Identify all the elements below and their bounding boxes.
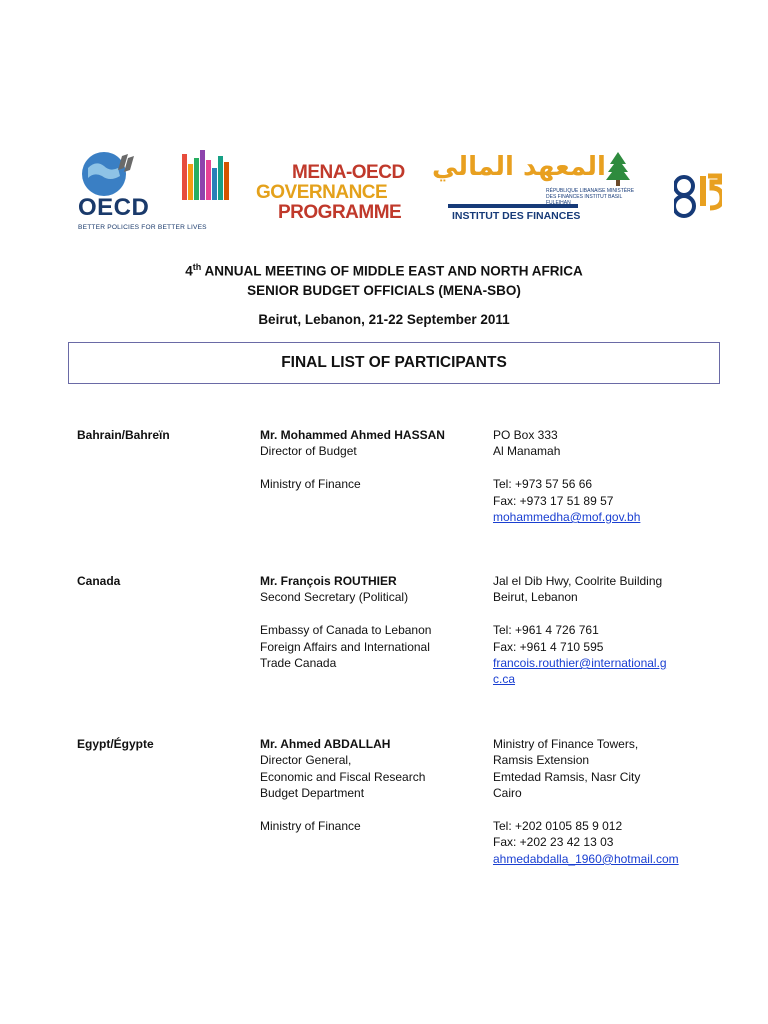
phone-number: Tel: +973 57 56 66 (493, 477, 593, 492)
fax-number: Fax: +973 17 51 89 57 (493, 493, 614, 508)
participant-position: Director of Budget (260, 444, 357, 459)
oecd-fifty-mark (174, 154, 216, 197)
fax-number: Fax: +202 23 42 13 03 (493, 835, 614, 850)
participant-name: Mr. Ahmed ABDALLAH (260, 737, 391, 751)
participant-country: Bahrain/Bahreïn (77, 428, 170, 442)
address-line: Emtedad Ramsis, Nasr City (493, 769, 641, 784)
participant-contact (493, 573, 708, 688)
address-line: Al Manamah (493, 444, 561, 459)
phone-number: Tel: +961 4 726 761 (493, 623, 599, 638)
mena-logo-line2: GOVERNANCE (256, 182, 388, 203)
address-line: Jal el Dib Hwy, Coolrite Building (493, 574, 663, 588)
address-line: Cairo (493, 786, 522, 801)
iof-french-wordmark: INSTITUT DES FINANCES (452, 210, 581, 222)
iof-ministry-text: RÉPUBLIQUE LIBANAISE MINISTÈRE DES FINANCES INSTITUT BASIL FULEIHAN (546, 188, 635, 206)
address-line: Ministry of Finance Towers, (493, 737, 639, 751)
participant-position: Second Secretary (Political) (260, 590, 409, 605)
anniversary-15-logo (674, 170, 722, 222)
address-line: Ramsis Extension (493, 753, 590, 768)
fax-number: Fax: +961 4 710 595 (493, 639, 604, 654)
participant-position: Economic and Fiscal Research (260, 769, 426, 784)
participant-contact (493, 736, 708, 867)
phone-number: Tel: +202 0105 85 9 012 (493, 819, 623, 834)
institut-des-finances-logo (428, 148, 648, 230)
heading-ordinal: 4 (185, 263, 193, 279)
mena-logo-line3: PROGRAMME (278, 202, 402, 223)
logo-band (78, 148, 728, 236)
iof-arabic-wordmark: المعهد المالي (432, 152, 606, 182)
participant-contact (493, 427, 708, 525)
participant-organization: Ministry of Finance (260, 819, 361, 834)
address-line: PO Box 333 (493, 428, 558, 442)
heading-ordinal-suffix: th (192, 262, 202, 272)
participant-details (260, 573, 485, 671)
heading-line1-text: ANNUAL MEETING OF MIDDLE EAST AND NORTH AFRICA (201, 263, 583, 279)
anniversary-emblem-icon (674, 170, 722, 222)
participant-organization: Ministry of Finance (260, 477, 361, 492)
anniversary-number (674, 170, 675, 171)
email-link[interactable]: francois.routhier@international.g (493, 656, 667, 671)
participant-position: Budget Department (260, 786, 365, 801)
participant-name: Mr. François ROUTHIER (260, 574, 397, 588)
meeting-heading (0, 258, 768, 300)
email-link[interactable]: ahmedabdalla_1960@hotmail.com (493, 851, 679, 866)
meeting-date: Beirut, Lebanon, 21-22 September 2011 (258, 312, 510, 327)
participant-organization: Embassy of Canada to Lebanon (260, 623, 432, 638)
document-title: FINAL LIST OF PARTICIPANTS (68, 342, 720, 384)
oecd-tagline: BETTER POLICIES FOR BETTER LIVES (78, 224, 207, 231)
participant-position: Director General, (260, 753, 352, 768)
participant-organization: Trade Canada (260, 656, 337, 671)
participant-country: Canada (77, 574, 121, 588)
participant-details (260, 427, 485, 493)
oecd-50-logo (78, 150, 238, 232)
heading-line1 (0, 258, 768, 281)
participant-name: Mr. Mohammed Ahmed HASSAN (260, 428, 445, 442)
address-line: Beirut, Lebanon (493, 590, 578, 605)
email-link-continued[interactable]: c.ca (493, 672, 516, 687)
participant-details (260, 736, 485, 834)
mena-oecd-logo (256, 156, 426, 232)
participant-organization: Foreign Affairs and International (260, 639, 430, 654)
heading-line2: SENIOR BUDGET OFFICIALS (MENA-SBO) (247, 282, 521, 298)
participant-country: Egypt/Égypte (77, 737, 154, 751)
oecd-wordmark: OECD (78, 194, 150, 221)
mena-logo-line1: MENA-OECD (292, 162, 405, 183)
email-link[interactable]: mohammedha@mof.gov.bh (493, 510, 641, 525)
